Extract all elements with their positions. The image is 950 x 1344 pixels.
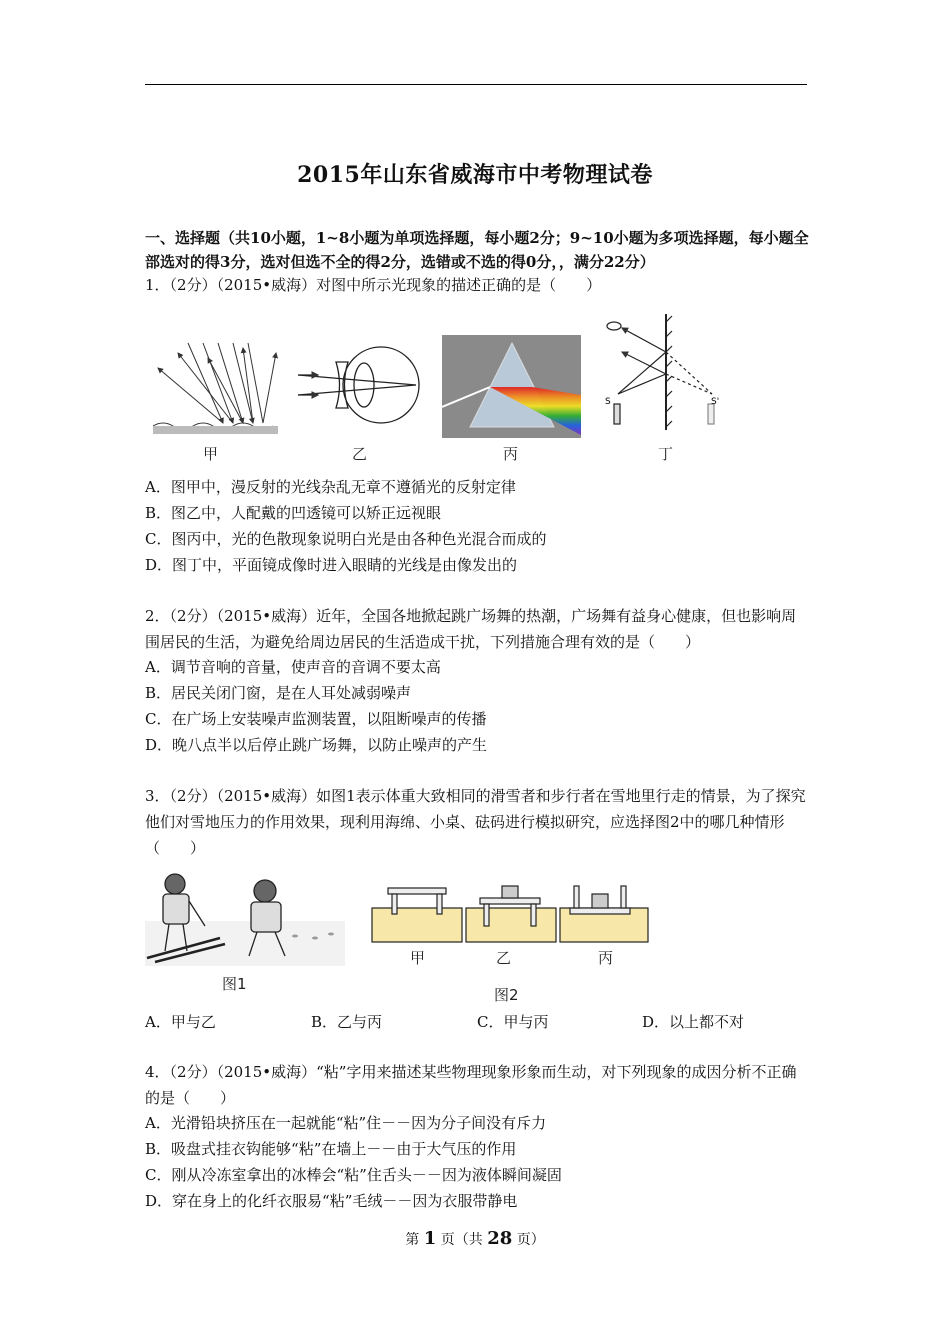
fig2-part-yi: 乙 xyxy=(496,949,512,967)
fig-label-jia: 甲 xyxy=(203,445,219,463)
q1-option-c: C．图丙中，光的色散现象说明白光是由各种色光混合而成的 xyxy=(145,530,547,548)
q4-option-c: C．刚从冷冻室拿出的冰棒会“粘”住舌头－－因为液体瞬间凝固 xyxy=(145,1166,562,1184)
footer-middle: 页（共 xyxy=(440,1232,483,1248)
q2-option-a: A．调节音响的音量，使声音的音调不要太高 xyxy=(145,658,441,676)
page-footer xyxy=(0,1228,950,1249)
q3-option-a: A．甲与乙 xyxy=(145,1013,216,1031)
q1-option-b: B．图乙中，人配戴的凹透镜可以矫正远视眼 xyxy=(145,504,442,522)
section-heading: 一、选择题（共10小题，1~8小题为单项选择题，每小题2分；9~10小题为多项选择题，每小题全部选对的得3分，选对但选不全的得2分，选错或不选的得0分，，满分22分） xyxy=(145,229,809,271)
q3-option-d: D．以上都不对 xyxy=(642,1013,745,1031)
fig1-label: 图1 xyxy=(222,975,247,993)
q3-option-b: B．乙与丙 xyxy=(311,1013,383,1031)
q1-option-d: D．图丁中，平面镜成像时进入眼睛的光线是由像发出的 xyxy=(145,556,518,574)
fig-label-ding: 丁 xyxy=(658,445,674,463)
prism-figure xyxy=(442,335,581,438)
fig2-part-bing: 丙 xyxy=(598,949,614,967)
q2-option-d: D．晚八点半以后停止跳广场舞，以防止噪声的产生 xyxy=(145,736,488,754)
q4-option-d: D．穿在身上的化纤衣服易“粘”毛绒－－因为衣服带静电 xyxy=(145,1192,518,1210)
fig-label-yi: 乙 xyxy=(352,445,368,463)
fig-label-bing: 丙 xyxy=(503,445,519,463)
fig2-part-jia: 甲 xyxy=(410,949,426,967)
diffuse-reflection-figure xyxy=(148,338,283,438)
footer-suffix: 页） xyxy=(516,1232,545,1248)
question-4-stem: 4．（2分）（2015•威海）“粘”字用来描述某些物理现象形象而生动，对下列现象的成因分析不正确的是（ ） xyxy=(145,1063,797,1107)
sponge-table-figure xyxy=(370,880,652,944)
skier-walker-figure xyxy=(145,866,345,966)
q4-option-b: B．吸盘式挂衣钩能够“粘”在墙上－－由于大气压的作用 xyxy=(145,1140,517,1158)
q2-option-c: C．在广场上安装噪声监测装置，以阻断噪声的传播 xyxy=(145,710,487,728)
page-title: 2015年山东省威海市中考物理试卷 xyxy=(297,162,653,188)
question-3-stem: 3．（2分）（2015•威海）如图1表示体重大致相同的滑雪者和步行者在雪地里行走的情景，为了探究他们对雪地压力的作用效果，现利用海绵、小桌、砝码进行模拟研究，应选择图2中的哪几种情形（ ） xyxy=(145,787,806,857)
footer-page-number: 1 xyxy=(423,1228,437,1249)
footer-total-pages: 28 xyxy=(487,1228,513,1249)
eye-lens-figure xyxy=(296,340,426,435)
plane-mirror-figure xyxy=(600,312,730,437)
object-label: S xyxy=(605,397,611,407)
top-rule xyxy=(145,84,807,85)
footer-prefix: 第 xyxy=(405,1232,420,1248)
q2-option-b: B．居民关闭门窗，是在人耳处减弱噪声 xyxy=(145,684,412,702)
question-1-stem: 1．（2分）（2015•威海）对图中所示光现象的描述正确的是（ ） xyxy=(145,276,602,294)
question-2-stem: 2．（2分）（2015•威海）近年，全国各地掀起跳广场舞的热潮，广场舞有益身心健康，但也影响周围居民的生活，为避免给周边居民的生活造成干扰，下列措施合理有效的是（ ） xyxy=(145,607,797,651)
fig2-label: 图2 xyxy=(494,986,519,1004)
image-label: S' xyxy=(711,397,720,407)
q1-option-a: A．图甲中，漫反射的光线杂乱无章不遵循光的反射定律 xyxy=(145,478,516,496)
q3-option-c: C．甲与丙 xyxy=(477,1013,549,1031)
q4-option-a: A．光滑铅块挤压在一起就能“粘”住－－因为分子间没有斥力 xyxy=(145,1114,547,1132)
